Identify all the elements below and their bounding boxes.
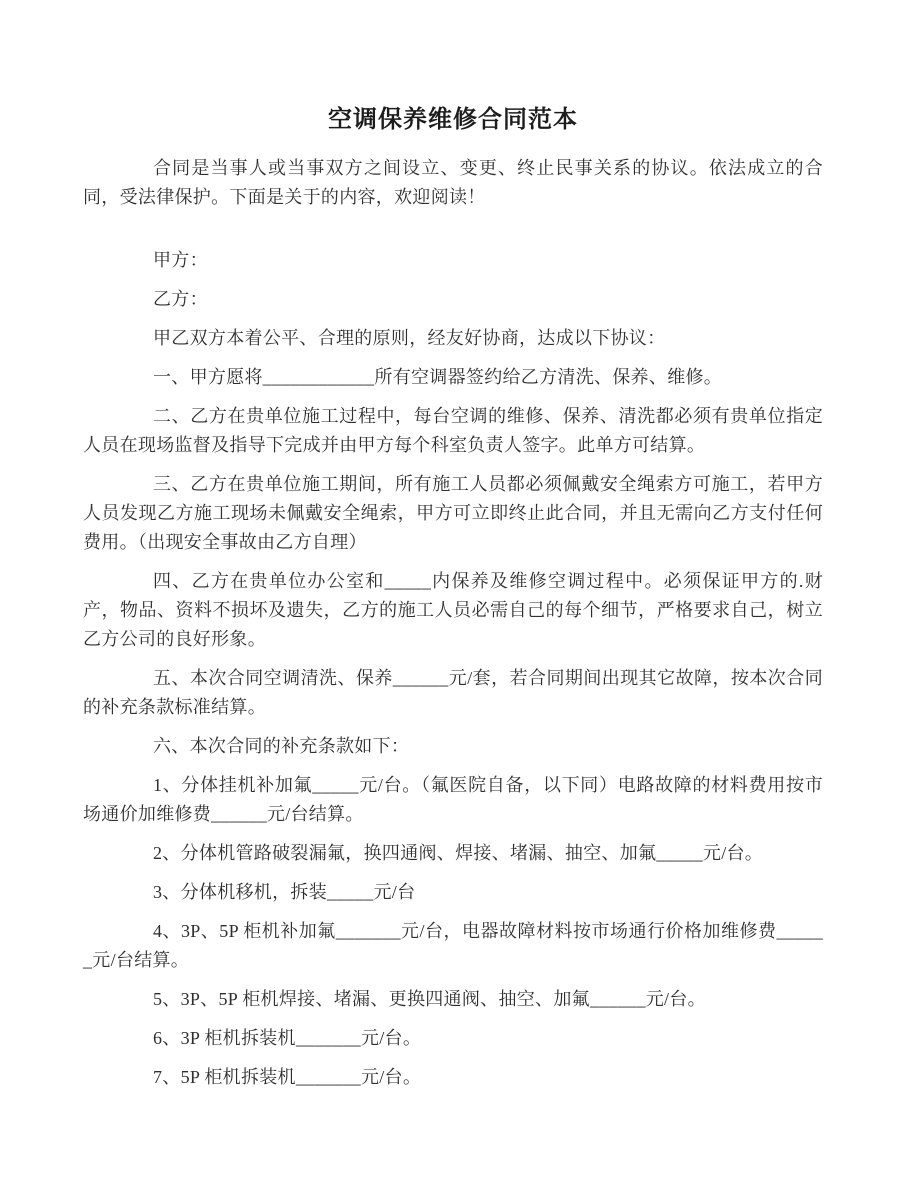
clause-6-heading: 六、本次合同的补充条款如下： <box>153 736 410 756</box>
supplement-item-1: 1、分体挂机补加氟_____元/台。（氟医院自备，以下同）电路故障的材料费用按市场通价加维修费______元/台结算。 <box>83 775 823 824</box>
supplement-item-5: 5、3P、5P 柜机焊接、堵漏、更换四通阀、抽空、加氟______元/台。 <box>153 989 706 1009</box>
supplement-item-2: 2、分体机管路破裂漏氟，换四通阀、焊接、堵漏、抽空、加氟_____元/台。 <box>153 843 764 863</box>
party-a-line: 甲方： <box>153 250 208 270</box>
clause-3: 三、乙方在贵单位施工期间，所有施工人员都必须佩戴安全绳索方可施工，若甲方人员发现乙方施工现场未佩戴安全绳索，甲方可立即终止此合同，并且无需向乙方支付任何费用。（出现安全事故由乙方自理） <box>83 474 823 552</box>
clause-2: 二、乙方在贵单位施工过程中，每台空调的维修、保养、清洗都必须有贵单位指定人员在现场监督及指导下完成并由甲方每个科室负责人签字。此单方可结算。 <box>83 406 823 455</box>
supplement-item-6: 6、3P 柜机拆装机_______元/台。 <box>153 1028 422 1048</box>
clause-4: 四、乙方在贵单位办公室和_____内保养及维修空调过程中。必须保证甲方的.财产，物品、资料不损坏及遗失，乙方的施工人员必需自己的每个细节，严格要求自己，树立乙方公司的良好形象。 <box>83 571 823 649</box>
supplement-item-3: 3、分体机移机，拆装_____元/台 <box>153 882 416 902</box>
preamble-line: 甲乙双方本着公平、合理的原则，经友好协商，达成以下协议： <box>153 328 666 348</box>
intro-paragraph: 合同是当事人或当事双方之间设立、变更、终止民事关系的协议。依法成立的合同，受法律保护。下面是关于的内容，欢迎阅读！ <box>83 158 823 207</box>
supplement-item-7: 7、5P 柜机拆装机_______元/台。 <box>153 1067 422 1087</box>
supplement-item-4: 4、3P、5P 柜机补加氟_______元/台，电器故障材料按市场通行价格加维修费______元/台结算。 <box>83 921 823 970</box>
clause-5: 五、本次合同空调清洗、保养______元/套，若合同期间出现其它故障，按本次合同的补充条款标准结算。 <box>83 668 823 717</box>
document-title: 空调保养维修合同范本 <box>328 107 578 133</box>
party-b-line: 乙方： <box>153 289 208 309</box>
clause-1: 一、甲方愿将____________所有空调器签约给乙方清洗、保养、维修。 <box>153 367 723 387</box>
